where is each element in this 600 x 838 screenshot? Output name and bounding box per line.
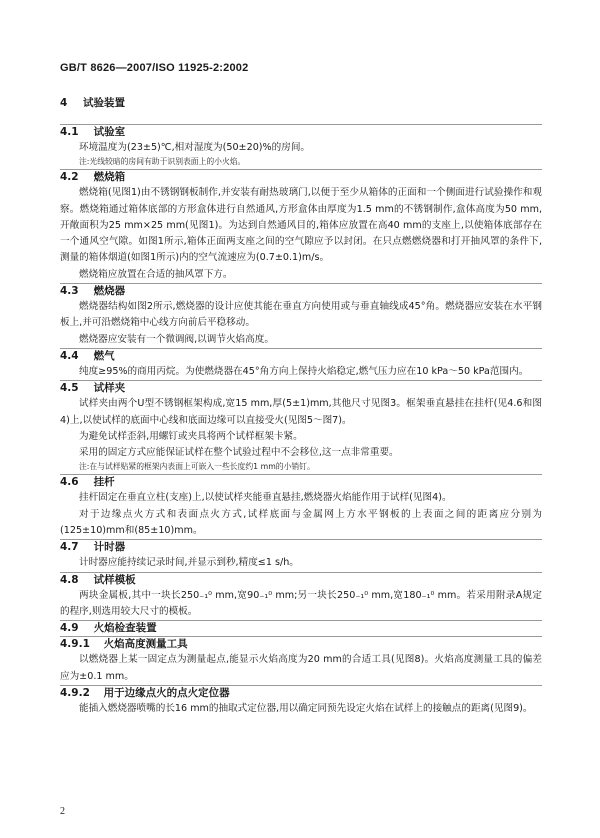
section-4-9 xyxy=(60,620,542,636)
note: 注:光线较暗的房间有助于识别表面上的小火焰。 xyxy=(79,157,246,167)
section-number: 4.7 xyxy=(60,541,79,554)
section-heading xyxy=(60,124,542,140)
section-title: 燃烧箱 xyxy=(93,171,126,184)
section-heading xyxy=(60,685,542,701)
paragraph: 两块金属板,其中一块长250₋₁⁰ mm,宽90₋₁⁰ mm;另一块长250₋₁⁰ mm,宽180₋₁⁰ mm。若采用附录A规定的程序,则选用较大尺寸的模板。 xyxy=(60,589,542,617)
paragraph: 环境温度为(23±5)℃,相对湿度为(50±20)%的房间。 xyxy=(79,142,311,153)
section-number: 4.9.1 xyxy=(60,638,90,651)
paragraph: 采用的固定方式应能保证试样在整个试验过程中不会移位,这一点非常重要。 xyxy=(79,447,399,459)
section-number: 4.3 xyxy=(60,285,79,298)
section-number: 4.2 xyxy=(60,171,79,184)
section-heading xyxy=(60,169,542,185)
section-title: 燃气 xyxy=(93,349,115,362)
section-title: 用于边缘点火的点火定位器 xyxy=(103,686,230,699)
paragraph: 燃烧器结构如图2所示,燃烧器的设计应使其能在垂直方向使用或与垂直轴线成45°角。燃烧器应安装在水平钢板上,并可沿燃烧箱中心线方向前后平稳移动。 xyxy=(60,301,542,329)
page-number: 2 xyxy=(60,806,65,817)
section-number: 4.4 xyxy=(60,349,79,362)
section-title: 火焰检查装置 xyxy=(93,622,157,635)
note: 注:在与试样贴紧的框架内表面上可嵌入一些长度约1 mm的小销钉。 xyxy=(79,462,315,472)
section-4-5 xyxy=(60,380,542,472)
section-4-9-2 xyxy=(60,685,542,717)
section-4-4 xyxy=(60,348,542,380)
section-number: 4.6 xyxy=(60,476,79,489)
section-heading xyxy=(60,283,542,299)
section-number: 4.9.2 xyxy=(60,686,90,699)
section-4-9-1 xyxy=(60,636,542,685)
section-title: 火焰高度测量工具 xyxy=(103,638,188,651)
paragraph: 挂杆固定在垂直立柱(支座)上,以使试样夹能垂直悬挂,燃烧器火焰能作用于试样(见图4)。 xyxy=(79,492,452,504)
paragraph: 燃烧器应安装有一个微调阀,以调节火焰高度。 xyxy=(79,333,274,345)
section-4-2 xyxy=(60,169,542,283)
section-title: 计时器 xyxy=(93,541,126,554)
section-heading xyxy=(60,620,542,636)
paragraph: 能插入燃烧器喷嘴的长16 mm的抽取式定位器,用以确定同预先设定火焰在试样上的接触点的距离(见图9)。 xyxy=(79,702,533,714)
section-heading xyxy=(60,572,542,588)
paragraph: 计时器应能持续记录时间,并显示到秒,精度≤1 s/h。 xyxy=(79,557,299,569)
chapter-number: 4 xyxy=(60,97,68,109)
chapter-heading xyxy=(60,96,542,110)
section-4-6 xyxy=(60,474,542,539)
paragraph: 为避免试样歪斜,用螺钉或夹具将两个试样框架卡紧。 xyxy=(79,430,303,442)
section-number: 4.1 xyxy=(60,126,79,138)
paragraph: 试样夹由两个U型不锈钢框架构成,宽15 mm,厚(5±1)mm,其他尺寸见图3。框架垂直悬挂在挂杆(见4.6和图4)上,以使试样的底面中心线和底面边缘可以直接受火(见图5～图7)。 xyxy=(60,398,542,426)
section-4-3 xyxy=(60,283,542,348)
section-title: 燃烧器 xyxy=(93,285,126,298)
section-title: 试样模板 xyxy=(93,573,136,586)
section-heading xyxy=(60,539,542,555)
paragraph: 燃烧箱(见图1)由不锈钢钢板制作,并安装有耐热玻璃门,以便于至少从箱体的正面和一个侧面进行试验操作和观察。燃烧箱通过箱体底部的方形盒体进行自然通风,方形盒体由厚度为1.5 mm的不锈钢制作,盒体高度为50 mm,开敞面积为25 mm×25 mm(见图1)。为达到自然通风目的,箱体应放置在高40 mm的支座上,以使箱体底部存在一个通风空气隙。如图1所示,箱体正面两支座之间的空气隙应予以封闭。在只点燃燃烧器和打开抽风罩的条件下,测量的箱体烟道(如图1所示)内的空气流速应为(0.7±0.1)m/s。 xyxy=(60,187,542,264)
section-heading xyxy=(60,348,542,364)
section-heading xyxy=(60,474,542,490)
section-number: 4.8 xyxy=(60,573,79,586)
paragraph: 以燃烧器上某一固定点为测量起点,能显示火焰高度为20 mm的合适工具(见图8)。火焰高度测量工具的偏差应为±0.1 mm。 xyxy=(60,654,542,682)
document-body xyxy=(60,96,542,717)
paragraph: 对于边缘点火方式和表面点火方式,试样底面与金属网上方水平钢板的上表面之间的距离应分别为(125±10)mm和(85±10)mm。 xyxy=(60,508,542,537)
paragraph: 纯度≥95%的商用丙烷。为使燃烧器在45°角方向上保持火焰稳定,燃气压力应在10 kPa～50 kPa范围内。 xyxy=(79,365,529,377)
section-number: 4.9 xyxy=(60,622,79,635)
section-4-1 xyxy=(60,124,542,167)
section-4-8 xyxy=(60,572,542,621)
paragraph: 燃烧箱应放置在合适的抽风罩下方。 xyxy=(79,268,233,280)
section-title: 试验室 xyxy=(93,126,126,138)
chapter-title: 试验装置 xyxy=(82,97,125,109)
section-heading xyxy=(60,380,542,396)
section-title: 试样夹 xyxy=(93,382,126,395)
section-number: 4.5 xyxy=(60,382,79,395)
standard-header: GB/T 8626—2007/ISO 11925-2:2002 xyxy=(60,62,249,74)
section-4-7 xyxy=(60,539,542,571)
section-title: 挂杆 xyxy=(93,476,115,489)
section-heading xyxy=(60,636,542,652)
